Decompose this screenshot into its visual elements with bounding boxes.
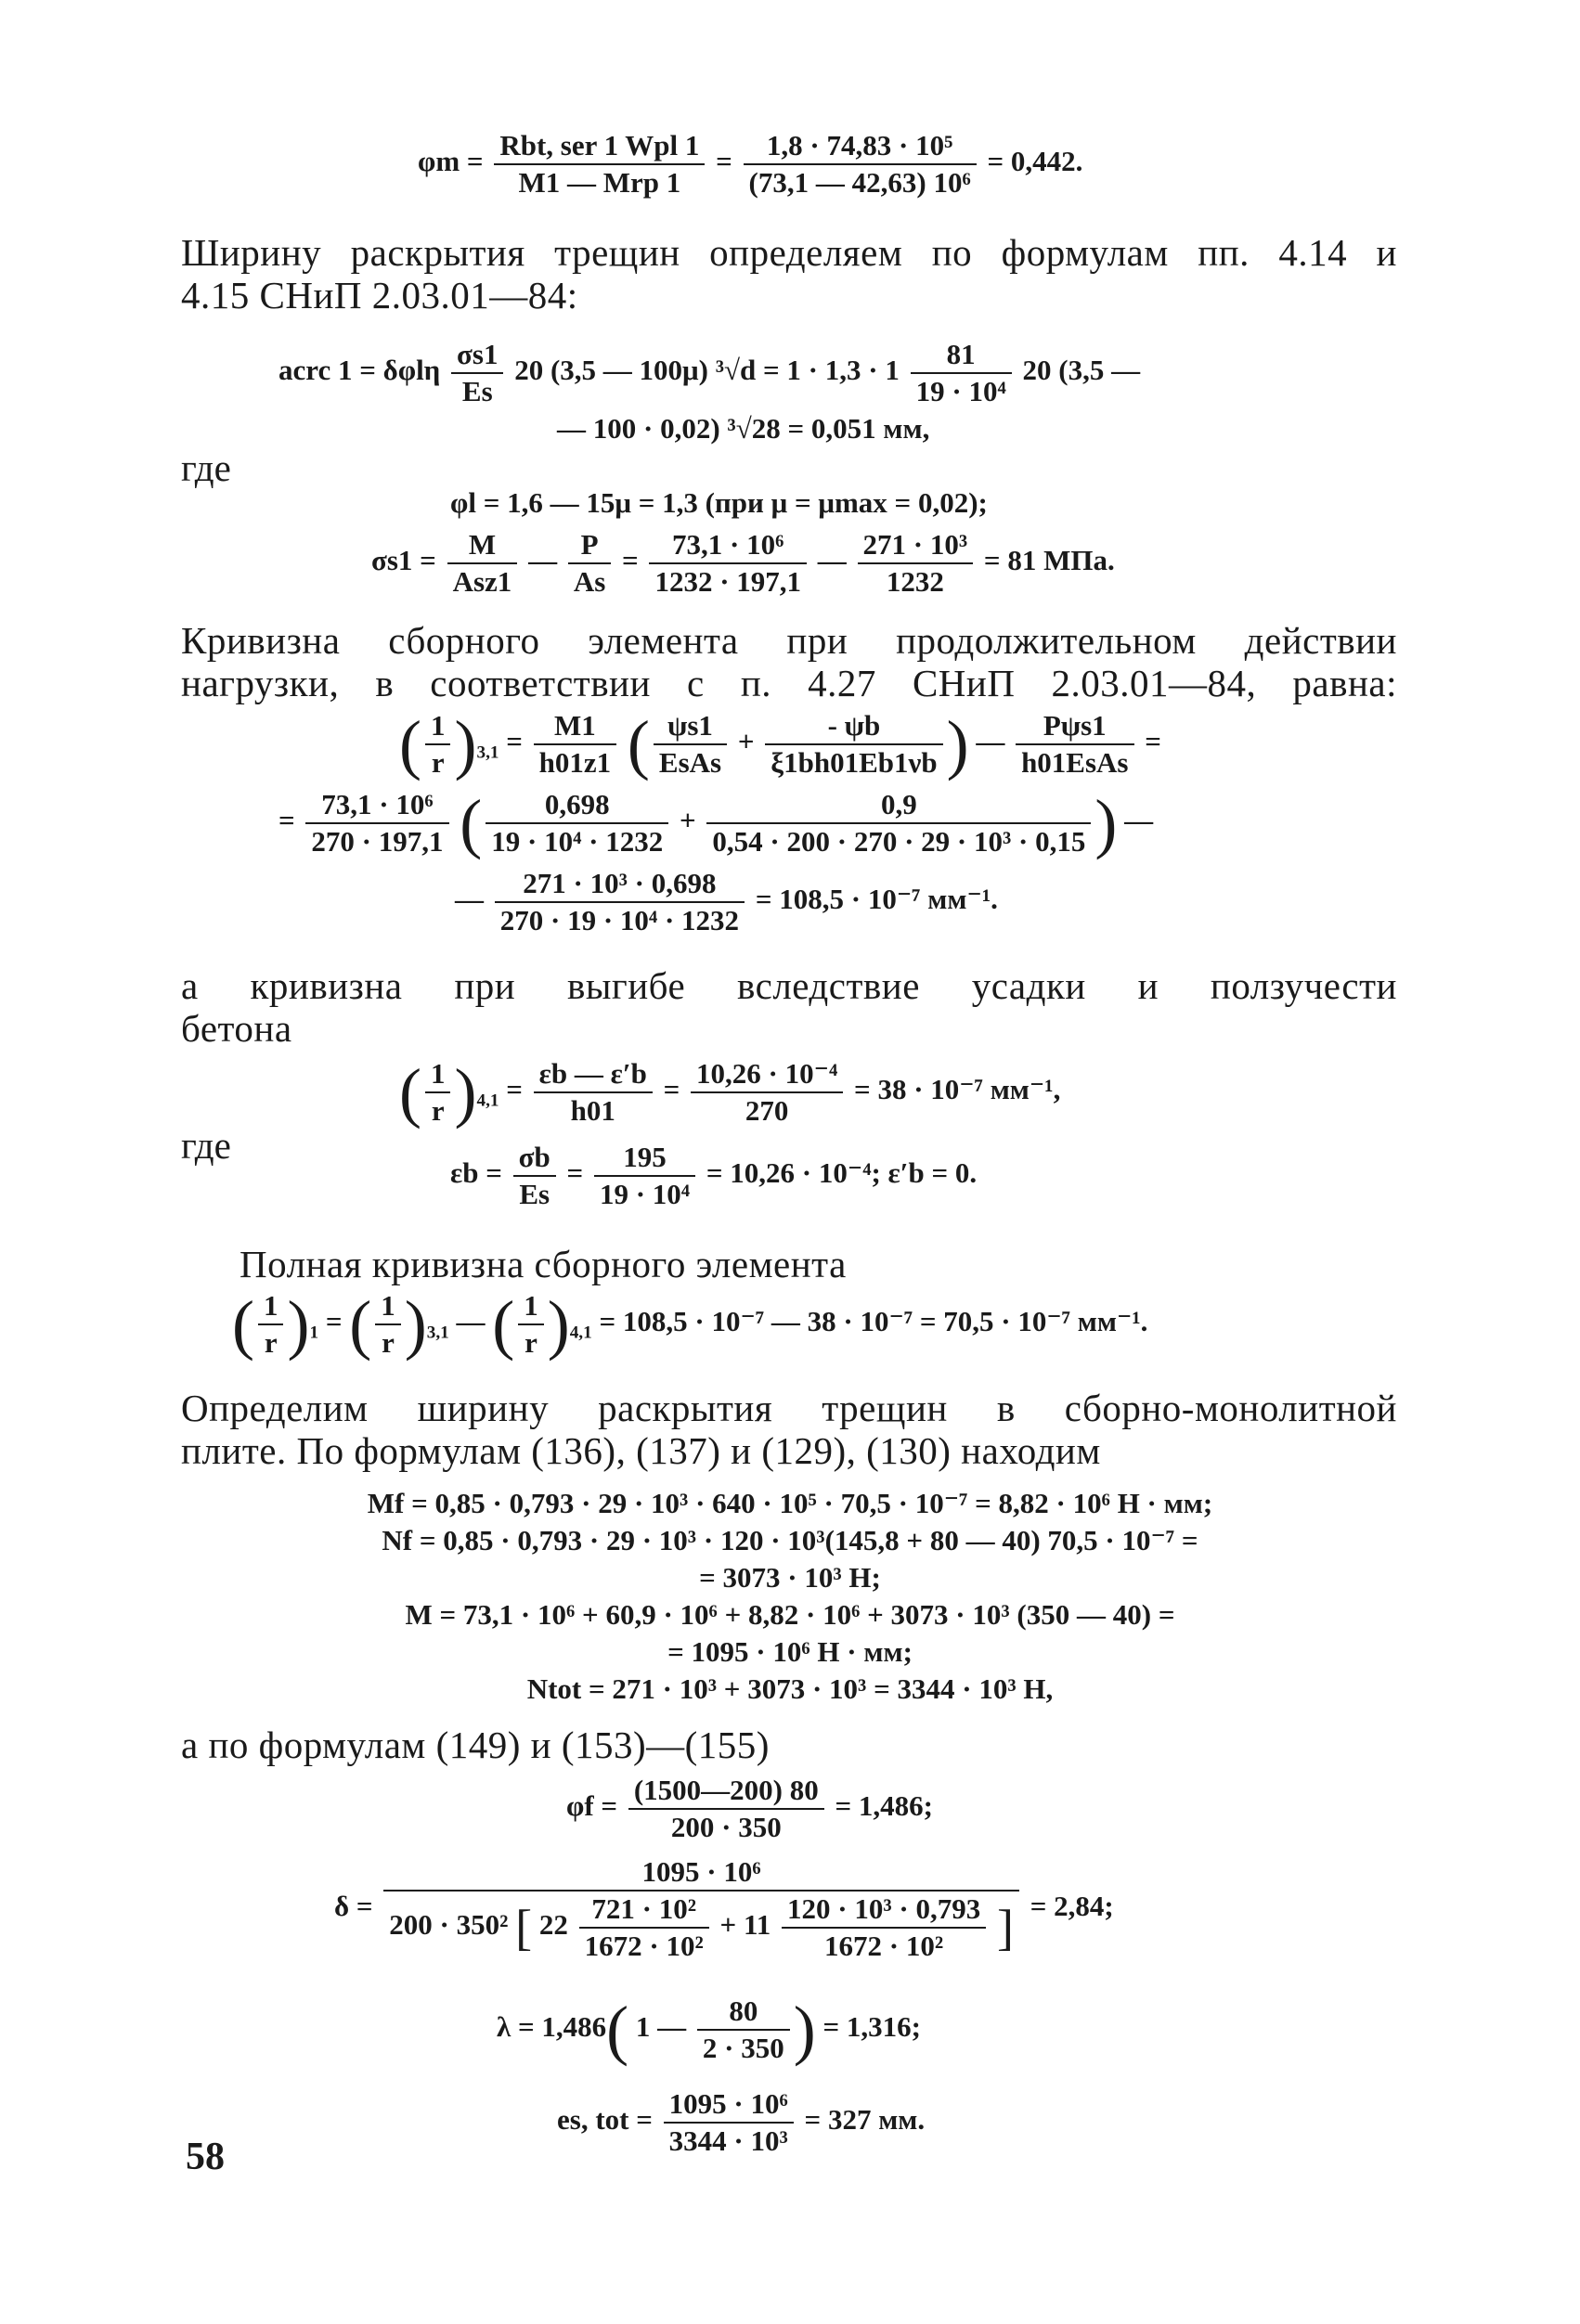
paragraph: бетона: [181, 1007, 292, 1050]
fraction: $\frac{\text{1,8 · 74,83 · 10⁵}}{\text{(73,1 — 42,63) 10⁶}}$: [744, 130, 977, 199]
paragraph: Полная кривизна сборного элемента: [240, 1243, 847, 1285]
fraction: $\frac{0,9}{\text{0,54 · 200 · 270 · 29 · 10³ · 0,15}}$: [706, 789, 1091, 858]
equation-nf-line2: = 3073 · 10³ Н;: [699, 1561, 881, 1594]
paragraph: а кривизна при выгибе вследствие усадки и ползучести: [181, 964, 1397, 1007]
equation-curvature-long: ( $\frac{1}{r}$ )$_{3,1}$ = $\frac{M1}{h01z1}$ ( $\frac{\psi s1}{\text{EsAs}}$ + $\frac{- \psi b}{\xi 1bh01Eb1\nu b}$ ) — $\frac{\text{Pψs1}}{\text{h01EsAs}}$ =: [399, 707, 1161, 781]
equation-total-curvature: ( $\frac{1}{r}$ )$_1$ = ( $\frac{1}{r}$ )$_{3,1}$ — ( $\frac{1}{r}$ )$_{4,1} = 108,5 \cdot 10^{-7}$ — 38 · 10⁻⁷ = 70,5 · 10⁻⁷ мм⁻¹.: [232, 1287, 1148, 1362]
fraction: $\frac{M1}{h01z1}$: [534, 710, 617, 779]
fraction: $\frac{P}{As}$: [568, 529, 611, 598]
fraction: $\frac{\text{Rbt, ser 1 Wpl 1}}{\text{M1 — Mrp 1}}$: [494, 130, 705, 199]
fraction: $\frac{\text{271 · 10³ · 0,698}}{\text{270 · 19 · 10⁴ · 1232}}$: [495, 868, 745, 936]
fraction: $\frac{81}{\text{19 · 10⁴}}$: [911, 339, 1012, 407]
fraction: $\frac{(1500—200) 80}{200 \cdot 350}$: [628, 1775, 824, 1843]
paragraph: Кривизна сборного элемента при продолжительном действии: [181, 619, 1397, 662]
fraction: $\frac{- \psi b}{\xi 1bh01Eb1\nu b}$: [765, 710, 942, 779]
equation-eps-b: εb = $\frac{\sigma b}{Es}$ = $\frac{195}{\text{19 · 10⁴}}$ = 10,26 · 10⁻⁴; ε′b = 0.: [450, 1141, 978, 1210]
equation-phi-m: φm = $\frac{\text{Rbt, ser 1 Wpl 1}}{\text{M1 — Mrp 1}}$ = $\frac{\text{1,8 · 74,83 · 10⁵}}{\text{(73,1 — 42,63) 10⁶}}$ = 0,442.: [418, 129, 1083, 199]
fraction: $\frac{\text{73,1 · 10⁶}}{270 \cdot 197,1}$: [305, 789, 448, 858]
fraction: $\frac{\sigma s1}{Es}$: [451, 339, 503, 407]
equation-acrc-line2: — 100 · 0,02) ³√28 = 0,051 мм,: [557, 412, 930, 445]
fraction: $\frac{\text{73,1 · 10⁶}}{1232 \cdot 197,1}$: [649, 529, 807, 598]
fraction: 1095 · 10⁶ 200 · 350² [ 22 $\frac{\text{721 · 10²}}{\text{1672 · 10²}}$ + 11 $\frac{\text{120 · 10³ · 0,793}}{\text{1672 · 10²}}$ ]: [383, 1856, 1019, 1962]
equation-curvature-long-line2: = $\frac{\text{73,1 · 10⁶}}{270 \cdot 197,1}$ ( $\frac{0,698}{\text{19 · 10⁴ · 1232}}$ + $\frac{0,9}{\text{0,54 · 200 · 270 · 29 · 10³ · 0,15}}$ ) —: [278, 786, 1154, 860]
fraction: $\frac{M}{\text{Asz1}}$: [447, 529, 518, 598]
equation-delta: δ = 1095 · 10⁶ 200 · 350² [ 22 $\frac{\text{721 · 10²}}{\text{1672 · 10²}}$ + 11 $\frac{\text{120 · 10³ · 0,793}}{\text{1672 · 10²}}$ ] = 2,84;: [334, 1855, 1114, 1962]
paragraph: а по формулам (149) и (153)—(155): [181, 1724, 770, 1766]
eq-lhs: φm =: [418, 145, 484, 178]
equation-es-tot: es, tot = $\frac{\text{1095 · 10⁶}}{\text{3344 · 10³}}$ = 327 мм.: [557, 2087, 926, 2157]
fraction: $\frac{\sigma b}{Es}$: [513, 1142, 556, 1210]
fraction: $\frac{\text{271 · 10³}}{1232}$: [858, 529, 974, 598]
paragraph: 4.15 СНиП 2.03.01—84:: [181, 274, 578, 316]
fraction: $\frac{\varepsilon b — \varepsilon'b}{h01}$: [534, 1058, 653, 1127]
equation-curvature-shrinkage: ( $\frac{1}{r}$ )$_{4,1}$ = $\frac{\varepsilon b — \varepsilon'b}{h01}$ = $\frac{\text{10,26 · 10⁻⁴}}{270}$ = 38 · 10⁻⁷ мм⁻¹,: [399, 1055, 1061, 1130]
fraction: $\frac{\text{1095 · 10⁶}}{\text{3344 · 10³}}$: [664, 2088, 794, 2157]
fraction: $\frac{195}{\text{19 · 10⁴}}$: [594, 1142, 695, 1210]
equation-m-line1: M = 73,1 · 10⁶ + 60,9 · 10⁶ + 8,82 · 10⁶ + 3073 · 10³ (350 — 40) =: [405, 1598, 1175, 1631]
where-label: где: [181, 446, 231, 489]
equation-phi-f: φf = $\frac{(1500—200) 80}{200 \cdot 350}$ = 1,486;: [566, 1774, 933, 1843]
equation-ntot: Ntot = 271 · 10³ + 3073 · 10³ = 3344 · 10³ Н,: [526, 1672, 1054, 1705]
fraction: $\frac{80}{2 \cdot 350}$: [697, 1995, 790, 2064]
paragraph: Ширину раскрытия трещин определяем по формулам пп. 4.14 и: [181, 231, 1397, 274]
equation-nf-line1: Nf = 0,85 · 0,793 · 29 · 10³ · 120 · 10³(145,8 + 80 — 40) 70,5 · 10⁻⁷ =: [382, 1524, 1198, 1556]
fraction: $\frac{0,698}{\text{19 · 10⁴ · 1232}}$: [486, 789, 668, 858]
equation-sigma-s1: σs1 = $\frac{M}{\text{Asz1}}$ — $\frac{P}{As}$ = $\frac{\text{73,1 · 10⁶}}{1232 \cdot 197,1}$ — $\frac{\text{271 · 10³}}{1232}$ = 81 МПа.: [371, 528, 1115, 598]
equation-curvature-long-line3: — $\frac{\text{271 · 10³ · 0,698}}{\text{270 · 19 · 10⁴ · 1232}}$ = 108,5 · 10⁻⁷ мм⁻¹.: [455, 867, 998, 936]
paragraph: Определим ширину раскрытия трещин в сборно-монолитной: [181, 1387, 1397, 1429]
fraction: $\frac{\text{10,26 · 10⁻⁴}}{270}$: [691, 1058, 843, 1127]
equation-lambda: λ = 1,486( 1 — $\frac{80}{2 \cdot 350}$ ) = 1,316;: [497, 1993, 921, 2067]
equation-mf: Mf = 0,85 · 0,793 · 29 · 10³ · 640 · 10⁵ · 70,5 · 10⁻⁷ = 8,82 · 10⁶ Н · мм;: [367, 1487, 1213, 1519]
eq-result: = 0,442.: [987, 145, 1083, 178]
page-number: 58: [186, 2136, 225, 2178]
paragraph: нагрузки, в соответствии с п. 4.27 СНиП 2.03.01—84, равна:: [181, 662, 1397, 704]
equation-acrc: acrc 1 = δφlη $\frac{\sigma s1}{Es}$ 20 (3,5 — 100μ) ³√d = 1 · 1,3 · 1 $\frac{81}{\text{19 · 10⁴}}$ 20 (3,5 —: [278, 338, 1141, 407]
where-label: где: [181, 1124, 231, 1167]
fraction: $\frac{\psi s1}{\text{EsAs}}$: [654, 710, 727, 779]
paragraph: плите. По формулам (136), (137) и (129), (130) находим: [181, 1429, 1101, 1472]
equation-phi-l: φl = 1,6 — 15μ = 1,3 (при μ = μmax = 0,02);: [450, 486, 988, 519]
equation-m-line2: = 1095 · 10⁶ Н · мм;: [667, 1635, 913, 1668]
fraction: $\frac{\text{Pψs1}}{\text{h01EsAs}}$: [1016, 710, 1133, 779]
